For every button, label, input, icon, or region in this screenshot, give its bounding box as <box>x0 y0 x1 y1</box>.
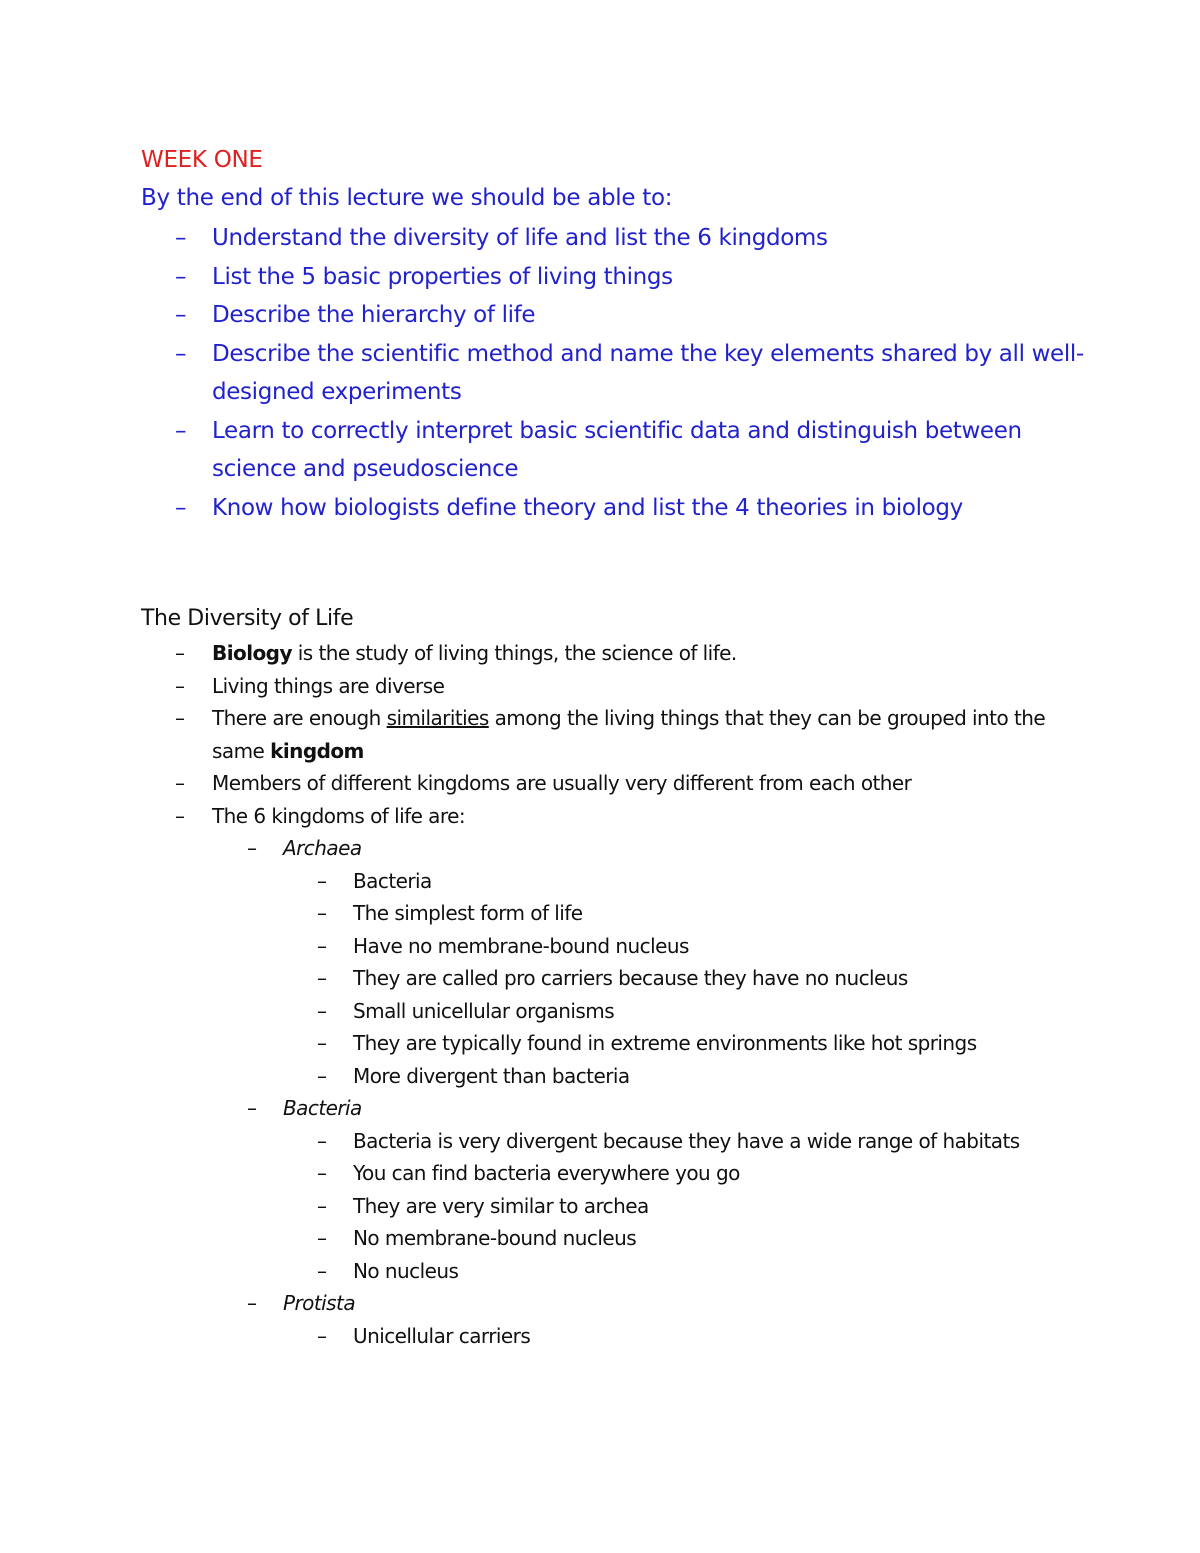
bullet-dash: – <box>317 868 327 893</box>
note-text: Small unicellular organisms <box>353 998 615 1023</box>
objective-text: Understand the diversity of life and list the 6 kingdoms <box>212 225 828 251</box>
note-text: Members of different kingdoms are usually very different from each other <box>212 771 912 795</box>
bullet-dash: – <box>317 901 327 925</box>
bullet-dash: – <box>175 673 185 698</box>
note-text: They are typically found in extreme environments like hot springs <box>353 1031 977 1055</box>
note-text: You can find bacteria everywhere you go <box>353 1161 740 1185</box>
objective-item <box>141 412 1101 489</box>
term-kingdom: kingdom <box>270 738 364 763</box>
kingdom-note <box>141 1255 1081 1288</box>
note-text: There are enough <box>212 706 387 730</box>
note-item <box>141 670 1081 703</box>
bullet-dash: – <box>175 340 187 367</box>
term-biology: Biology <box>212 641 292 665</box>
kingdom-note <box>141 1027 1081 1060</box>
objective-text: Describe the hierarchy of life <box>212 302 536 328</box>
note-text: Unicellular carriers <box>353 1323 531 1348</box>
kingdom-note <box>141 1222 1081 1255</box>
bullet-dash: – <box>317 1128 327 1153</box>
objectives-intro: By the end of this lecture we should be able to: <box>141 185 673 211</box>
kingdom-note <box>141 1190 1081 1223</box>
bullet-dash: – <box>175 771 185 795</box>
bullet-dash: – <box>175 494 187 521</box>
note-text: Bacteria <box>353 868 432 893</box>
bullet-dash: – <box>247 1291 257 1315</box>
objectives-list <box>141 219 1101 527</box>
bullet-dash: – <box>175 641 185 665</box>
bullet-dash: – <box>317 1323 327 1348</box>
note-text: Living things are diverse <box>212 673 445 698</box>
note-text: More divergent than bacteria <box>353 1063 630 1088</box>
note-text: They are called pro carriers because they have no nucleus <box>353 966 908 990</box>
note-text: is the study of living things, the science of life. <box>291 641 737 665</box>
note-text: Have no membrane-bound nucleus <box>353 933 689 958</box>
bullet-dash: – <box>247 1096 257 1120</box>
kingdom-name: Bacteria <box>283 1096 362 1120</box>
bullet-dash: – <box>317 1161 327 1185</box>
note-text: No membrane-bound nucleus <box>353 1226 637 1250</box>
objective-text: Learn to correctly interpret basic scientific data and distinguish between science and pseudoscience <box>212 417 1022 482</box>
note-text: They are very similar to archea <box>353 1193 649 1218</box>
objective-item <box>141 296 1101 335</box>
kingdom-name: Archaea <box>283 836 362 860</box>
kingdom-note <box>141 865 1081 898</box>
objective-item <box>141 489 1101 528</box>
kingdom-note <box>141 995 1081 1028</box>
objective-item <box>141 335 1101 412</box>
bullet-dash: – <box>317 1031 327 1055</box>
bullet-dash: – <box>317 966 327 990</box>
bullet-dash: – <box>175 417 187 444</box>
bullet-dash: – <box>247 836 257 860</box>
note-text: The 6 kingdoms of life are: <box>212 803 466 828</box>
week-title: WEEK ONE <box>141 147 263 173</box>
bullet-dash: – <box>317 1258 327 1283</box>
objective-text: Know how biologists define theory and list the 4 theories in biology <box>212 494 963 521</box>
bullet-dash: – <box>175 302 187 328</box>
objective-text: Describe the scientific method and name the key elements shared by all well-designed experiments <box>212 340 1084 405</box>
note-text: The simplest form of life <box>353 901 583 925</box>
bullet-dash: – <box>317 933 327 958</box>
term-similarities: similarities <box>386 706 489 730</box>
bullet-dash: – <box>175 263 187 290</box>
note-text: No nucleus <box>353 1258 459 1283</box>
kingdom-note <box>141 1157 1081 1190</box>
bullet-dash: – <box>317 1063 327 1088</box>
bullet-dash: – <box>175 803 185 828</box>
note-item <box>141 767 1081 800</box>
bullet-dash: – <box>317 1193 327 1218</box>
kingdom-note <box>141 962 1081 995</box>
note-item <box>141 702 1081 767</box>
kingdom-item <box>141 832 1081 865</box>
bullet-dash: – <box>175 706 185 730</box>
kingdom-note <box>141 1125 1081 1158</box>
kingdom-note <box>141 930 1081 963</box>
kingdom-note <box>141 1320 1081 1353</box>
section-heading: The Diversity of Life <box>141 606 354 631</box>
objective-text: List the 5 basic properties of living things <box>212 263 673 290</box>
bullet-dash: – <box>317 998 327 1023</box>
notes-list <box>141 637 1081 1352</box>
kingdom-note <box>141 897 1081 930</box>
kingdom-item <box>141 1092 1081 1125</box>
objective-item <box>141 258 1101 297</box>
bullet-dash: – <box>317 1226 327 1250</box>
note-item <box>141 637 1081 670</box>
note-item <box>141 800 1081 833</box>
kingdom-item <box>141 1287 1081 1320</box>
note-text: among the living things that they can be grouped into the same <box>212 706 1046 763</box>
kingdom-note <box>141 1060 1081 1093</box>
kingdom-name: Protista <box>283 1291 356 1315</box>
bullet-dash: – <box>175 225 187 251</box>
objective-item <box>141 219 1101 258</box>
note-text: Bacteria is very divergent because they have a wide range of habitats <box>353 1128 1020 1153</box>
